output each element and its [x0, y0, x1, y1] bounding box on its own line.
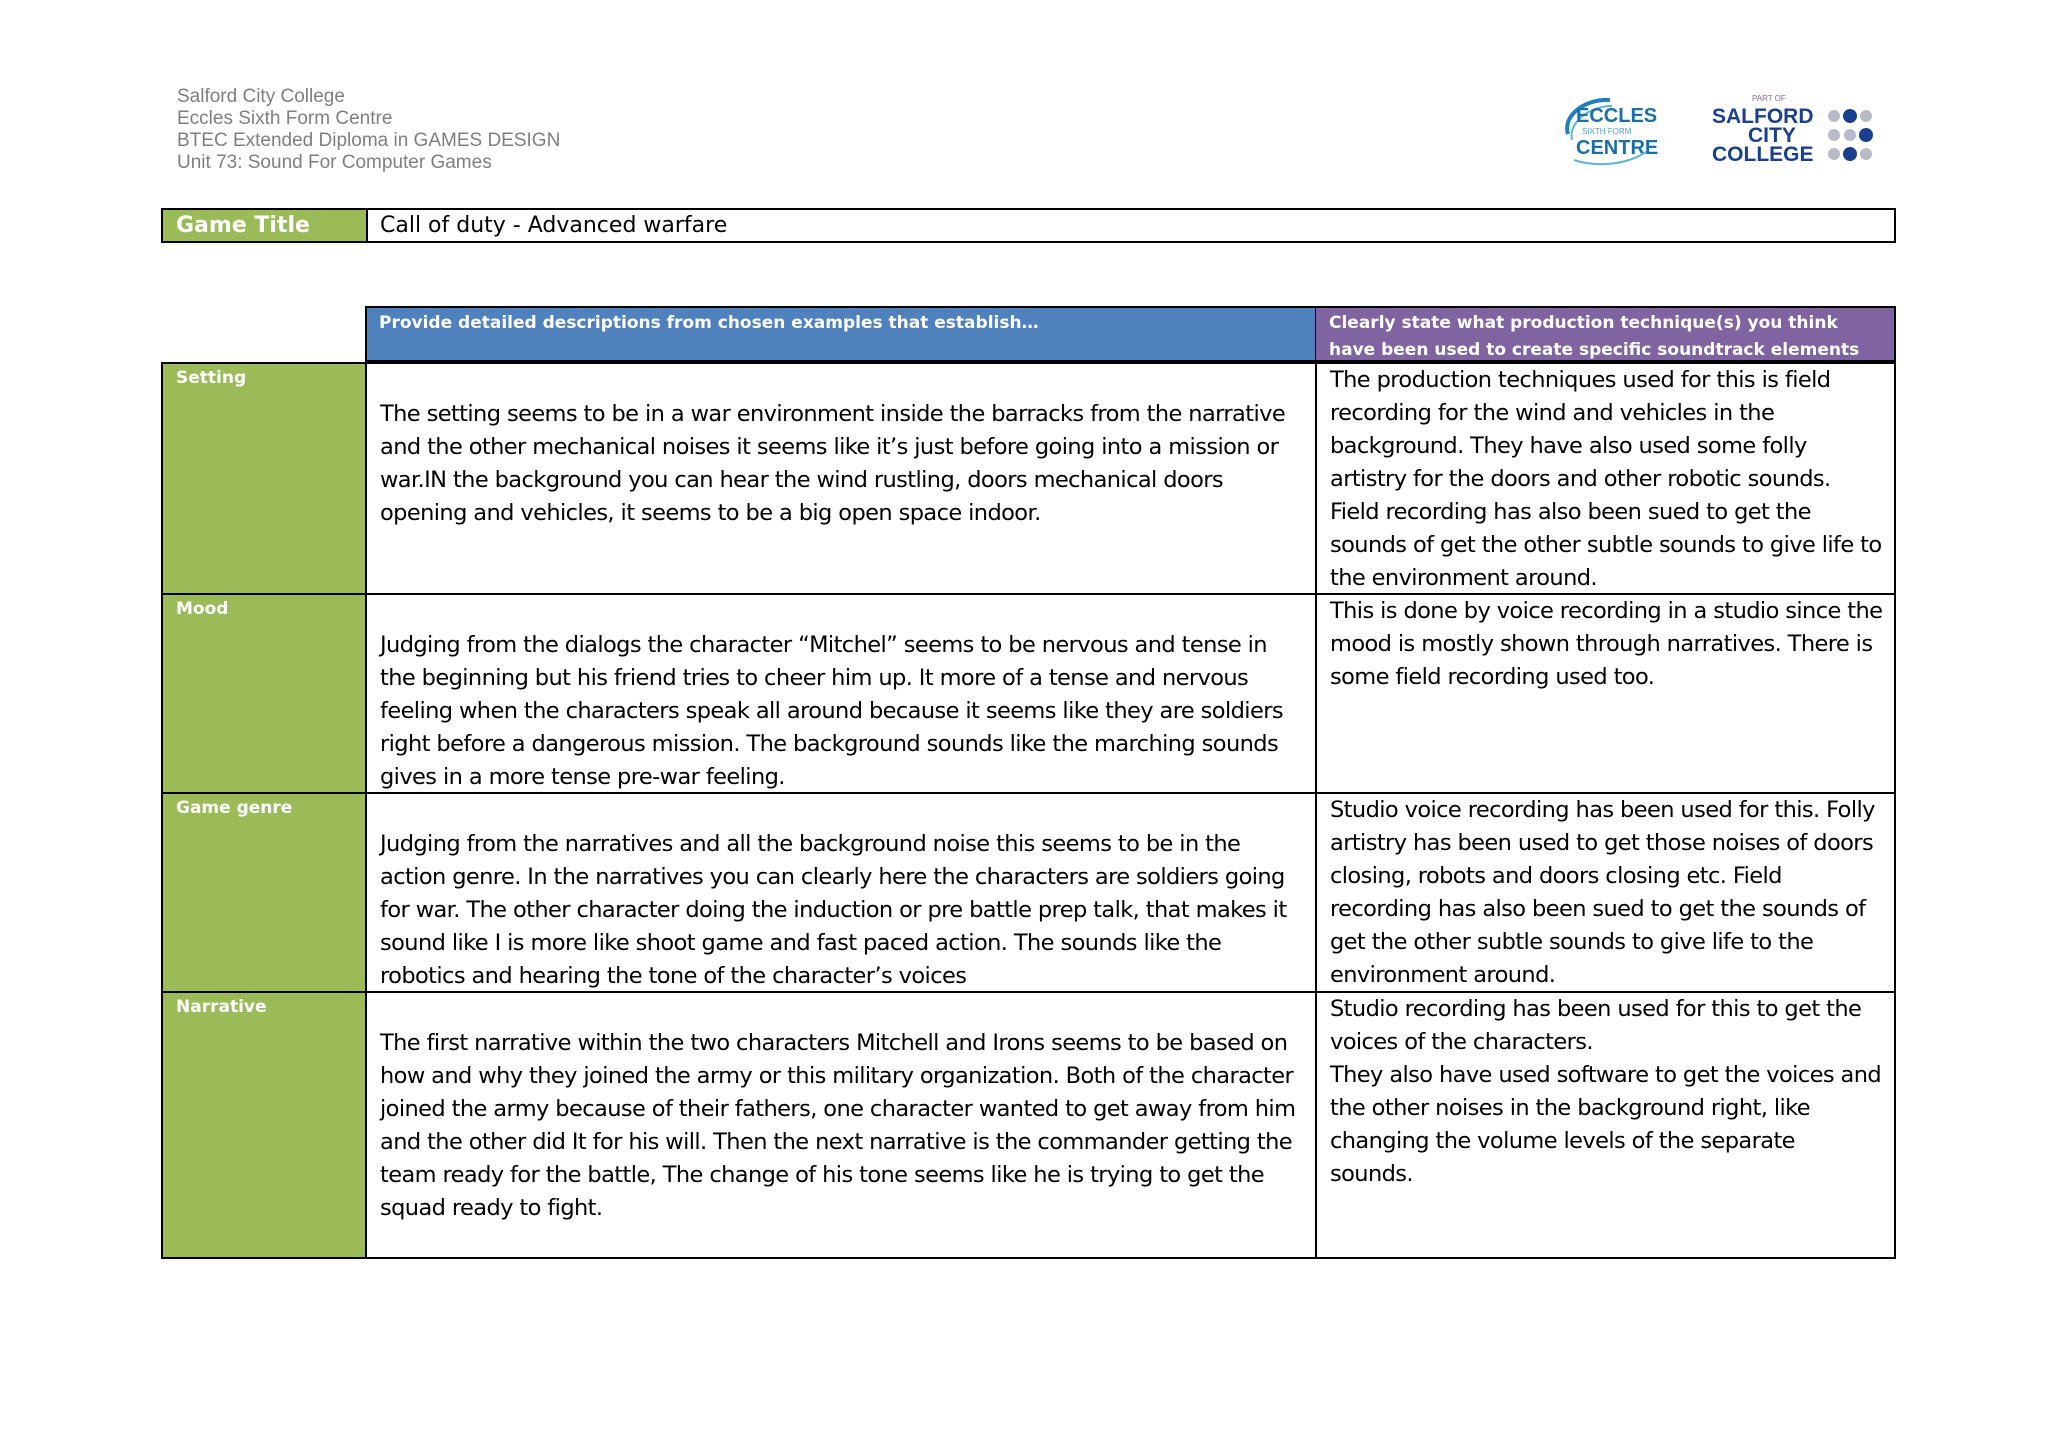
technique-game-genre: Studio voice recording has been used for this. Folly artistry has been used to get those noises of doors closing, robots and doors closing etc. Field recording has also been sued to get the sounds of get the other subtle sounds to give life to the environment around.	[1330, 797, 1875, 988]
salford-logo-line3: COLLEGE	[1712, 143, 1814, 166]
game-title-label: Game Title	[163, 210, 368, 241]
salford-logo-line2: CITY	[1748, 124, 1796, 147]
technique-narrative: Studio recording has been used for this to get the voices of the characters. They also have used software to get the voices and the other noises in the background right, like changing the volume levels of the separate sounds.	[1330, 996, 1882, 1187]
row-label-mood: Mood	[163, 595, 367, 792]
row-label-setting: Setting	[163, 364, 367, 593]
description-narrative: The first narrative within the two characters Mitchell and Irons seems to be based on how and why they joined the army or this military organization. Both of the character joined the army because of their fathers, one character wanted to get away from him and the other did It for his will. Then the next narrative is the commander getting the team ready for the battle, The change of his tone seems like he is trying to get the squad ready to fight.	[367, 993, 1317, 1257]
row-label-game-genre: Game genre	[163, 794, 367, 991]
table-header-row	[161, 306, 1896, 362]
table-row-mood	[161, 595, 1896, 794]
header-line-college: Salford City College	[177, 86, 345, 107]
header-line-unit: Unit 73: Sound For Computer Games	[177, 152, 492, 173]
row-label-narrative: Narrative	[163, 993, 367, 1257]
salford-logo-part-of: PART OF	[1752, 94, 1786, 103]
description-setting: The setting seems to be in a war environment inside the barracks from the narrative and the other mechanical noises it seems like it’s just before going into a mission or war.IN the background you can hear the wind rustling, doors mechanical doors opening and vehicles, it seems to be a big open space indoor.	[367, 364, 1317, 593]
salford-city-college-logo	[1710, 92, 1880, 172]
description-column-header: Provide detailed descriptions from chosen examples that establish…	[365, 306, 1317, 362]
game-title-value: Call of duty - Advanced warfare	[380, 213, 728, 238]
header-line-centre: Eccles Sixth Form Centre	[177, 108, 393, 129]
eccles-logo-line3: CENTRE	[1576, 137, 1659, 159]
table-row-setting	[161, 362, 1896, 595]
table-row-game-genre	[161, 794, 1896, 993]
table-row-narrative	[161, 993, 1896, 1259]
eccles-logo-line1: ECCLES	[1576, 105, 1658, 127]
eccles-centre-logo	[1558, 94, 1660, 166]
salford-logo-line1: SALFORD	[1712, 105, 1814, 128]
game-title-table	[161, 208, 1896, 243]
document-header	[177, 86, 560, 174]
description-game-genre: Judging from the narratives and all the background noise this seems to be in the action genre. In the narratives you can clearly here the characters are soldiers going for war. The other character doing the induction or pre battle prep talk, that makes it sound like I is more like shoot game and fast paced action. The sounds like the robotics and hearing the tone of the character’s voices	[367, 794, 1317, 991]
technique-mood: This is done by voice recording in a studio since the mood is mostly shown through narratives. There is some field recording used too.	[1330, 598, 1883, 690]
technique-column-header: Clearly state what production technique(s) you think have been used to create specific soundtrack elements	[1316, 306, 1896, 362]
header-line-course: BTEC Extended Diploma in GAMES DESIGN	[177, 130, 561, 151]
analysis-table	[161, 306, 1896, 1259]
technique-setting: The production techniques used for this is field recording for the wind and vehicles in the background. They have also used some folly artistry for the doors and other robotic sounds. Field recording has also been sued to get the sounds of get the other subtle sounds to give life to the environment around.	[1330, 367, 1882, 591]
description-mood: Judging from the dialogs the character “Mitchel” seems to be nervous and tense in the beginning but his friend tries to cheer him up. It more of a tense and nervous feeling when the characters speak all around because it seems like they are soldiers right before a dangerous mission. The background sounds like the marching sounds gives in a more tense pre-war feeling.	[367, 595, 1317, 792]
eccles-logo-line2: SIXTH FORM	[1582, 127, 1632, 136]
